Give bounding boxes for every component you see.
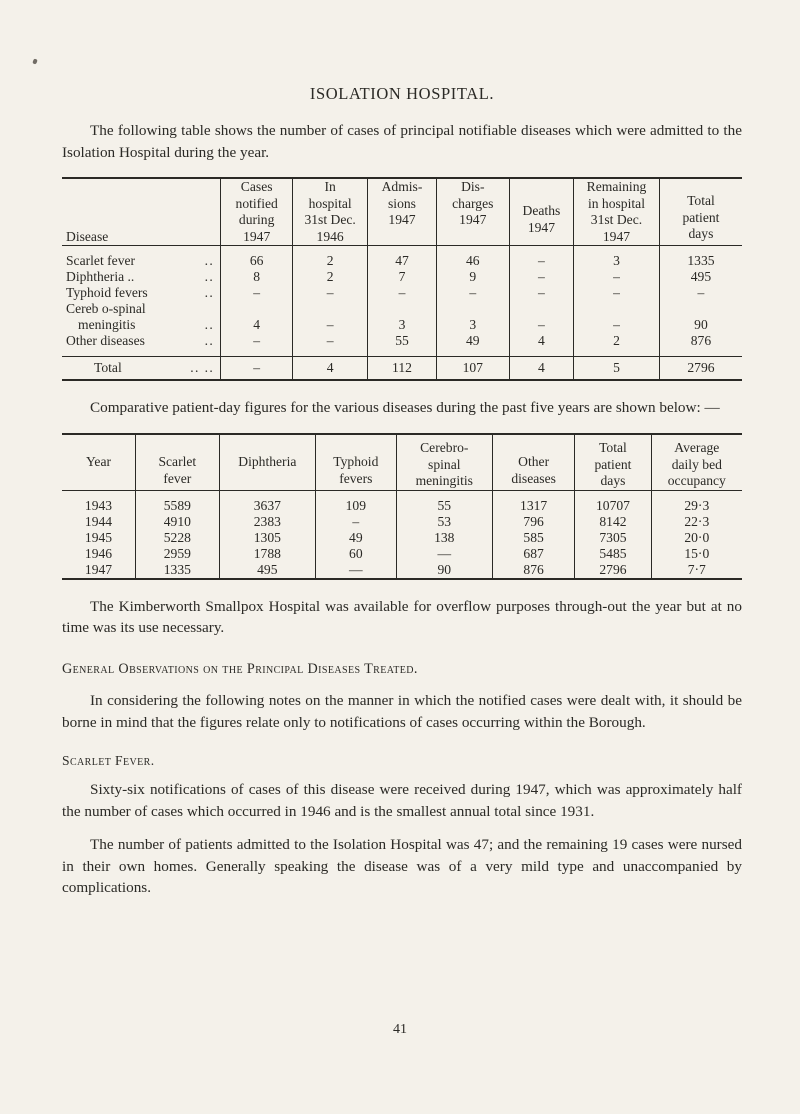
col-header-total-patient-days: Total patient days xyxy=(682,193,720,242)
total-discharges: 107 xyxy=(436,357,509,380)
cell-discharges: 46 xyxy=(436,253,509,269)
cell-deaths: 4 xyxy=(509,333,573,349)
cell-in-hospital: 2 xyxy=(293,253,368,269)
cell-typhoid: 49 xyxy=(316,530,397,546)
cell-deaths: – xyxy=(509,317,573,333)
cell-discharges xyxy=(436,301,509,317)
page-title: ISOLATION HOSPITAL. xyxy=(309,84,495,103)
cell-other: 1317 xyxy=(492,498,574,514)
table-bottom-rule xyxy=(62,579,742,580)
cell-notified: – xyxy=(221,285,293,301)
comparative-paragraph: Comparative patient-day figures for the various diseases during the past five years are shown below: — xyxy=(90,399,720,417)
cell-scarlet: 2959 xyxy=(136,546,220,562)
cell-remaining: – xyxy=(574,317,660,333)
cell-typhoid: – xyxy=(316,514,397,530)
col-header-cerebro-spinal-meningitis: Cerebro- spinal meningitis xyxy=(396,435,492,490)
cell-total-days: 876 xyxy=(690,333,712,349)
row-dots: .. xyxy=(204,285,215,301)
patient-days-table-body xyxy=(62,491,742,580)
row-total-label: Total .. .. xyxy=(62,357,221,380)
col-header-scarlet-fever: Scarlet fever xyxy=(136,435,220,490)
cell-total-days: 1335 xyxy=(687,253,715,269)
cell-admissions: – xyxy=(368,285,437,301)
table-row xyxy=(62,546,742,562)
row-disease: Other diseases .. xyxy=(62,333,221,349)
cell-notified: 66 xyxy=(221,253,293,269)
section-heading-general-observations: General Observations on the Principal Diseases Treated. xyxy=(62,660,418,677)
col-header-total-patient-days: Total patient days xyxy=(575,435,651,490)
cell-in-hospital: – xyxy=(293,317,368,333)
cell-discharges: 3 xyxy=(436,317,509,333)
row-dots: .. xyxy=(204,333,215,349)
cell-remaining: – xyxy=(574,285,660,301)
total-remaining: 5 xyxy=(574,357,660,380)
cell-notified: 8 xyxy=(221,269,293,285)
row-disease: meningitis .. xyxy=(62,317,221,333)
cell-remaining: 2 xyxy=(574,333,660,349)
cell-average: 15·0 xyxy=(684,545,710,561)
total-notified: – xyxy=(221,357,293,380)
cell-in-hospital: – xyxy=(293,333,368,349)
cell-total-days: 495 xyxy=(690,269,712,285)
cell-other: 585 xyxy=(492,530,574,546)
cell-year: 1947 xyxy=(62,562,136,579)
cell-admissions: 47 xyxy=(368,253,437,269)
cell-admissions: 3 xyxy=(368,317,437,333)
cell-scarlet: 4910 xyxy=(136,514,220,530)
row-disease: Scarlet fever .. xyxy=(62,253,221,269)
col-header-disease: Disease xyxy=(62,179,221,246)
cell-total: 2796 xyxy=(575,562,651,579)
cell-scarlet: 1335 xyxy=(136,562,220,579)
cell-cerebro: 138 xyxy=(396,530,492,546)
admissions-header-row xyxy=(62,179,742,246)
intro-paragraph: The following table shows the number of cases of principal notifiable diseases which were admitted to the Isolation Hospital during the year. xyxy=(62,122,742,161)
cell-remaining: 3 xyxy=(574,253,660,269)
cell-deaths: – xyxy=(509,269,573,285)
cell-deaths: – xyxy=(509,285,573,301)
cell-total: 5485 xyxy=(575,546,651,562)
cell-deaths: – xyxy=(509,253,573,269)
col-header-year: Year xyxy=(62,435,136,490)
patient-days-table-head xyxy=(62,434,742,491)
cell-diphtheria: 2383 xyxy=(219,514,315,530)
col-header-cases-notified: Cases notified during 1947 xyxy=(221,179,293,246)
cell-in-hospital: 2 xyxy=(293,269,368,285)
table-row xyxy=(62,253,742,269)
col-header-admissions: Admis- sions 1947 xyxy=(368,179,437,246)
page-content xyxy=(62,84,742,911)
cell-discharges: – xyxy=(436,285,509,301)
cell-cerebro: — xyxy=(396,546,492,562)
row-dots: .. xyxy=(204,317,215,333)
cell-year: 1946 xyxy=(62,546,136,562)
admissions-table-head xyxy=(62,178,742,246)
page-number: 41 xyxy=(393,1022,407,1037)
table-row xyxy=(62,530,742,546)
smallpox-paragraph: The Kimberworth Smallpox Hospital was available for overflow purposes through-out the year but at no time was its use necessary. xyxy=(62,597,742,637)
cell-year: 1943 xyxy=(62,498,136,514)
cell-notified xyxy=(221,301,293,317)
cell-typhoid: 60 xyxy=(316,546,397,562)
total-deaths: 4 xyxy=(509,357,573,380)
cell-notified: 4 xyxy=(221,317,293,333)
cell-total: 10707 xyxy=(575,498,651,514)
col-header-remaining: Remaining in hospital 31st Dec. 1947 xyxy=(574,179,660,246)
col-header-discharges: Dis- charges 1947 xyxy=(436,179,509,246)
cell-diphtheria: 3637 xyxy=(219,498,315,514)
cell-average: 22·3 xyxy=(684,513,710,529)
table-row xyxy=(62,333,742,349)
cell-in-hospital: – xyxy=(293,285,368,301)
paper-speck xyxy=(32,58,37,64)
row-disease: Diphtheria .. .. xyxy=(62,269,221,285)
cell-other: 687 xyxy=(492,546,574,562)
col-header-other-diseases: Other diseases xyxy=(492,435,574,490)
cell-total-days xyxy=(659,301,742,317)
cell-total-days: 90 xyxy=(694,317,708,333)
cell-average: 20·0 xyxy=(684,529,710,545)
cell-admissions xyxy=(368,301,437,317)
scarlet-fever-paragraph-1: Sixty-six notifications of cases of this disease were received during 1947, which was approximately half the number of cases which occurred in 1946 and is the smallest annual total since 1931. xyxy=(62,781,742,820)
cell-admissions: 7 xyxy=(368,269,437,285)
cell-discharges: 49 xyxy=(436,333,509,349)
cell-cerebro: 55 xyxy=(396,498,492,514)
cell-other: 796 xyxy=(492,514,574,530)
col-header-average-daily-bed-occupancy: Average daily bed occupancy xyxy=(667,440,726,489)
total-admissions: 112 xyxy=(368,357,437,380)
cell-notified: – xyxy=(221,333,293,349)
table-total-row xyxy=(62,357,742,380)
cell-scarlet: 5228 xyxy=(136,530,220,546)
cell-total: 8142 xyxy=(575,514,651,530)
row-dots: .. xyxy=(204,269,215,285)
spacer xyxy=(62,349,742,357)
table-bottom-rule xyxy=(62,380,742,381)
admissions-table-body xyxy=(62,246,742,381)
cell-average: 7·7 xyxy=(687,561,706,577)
section-heading-scarlet-fever: Scarlet Fever. xyxy=(62,753,155,769)
scarlet-fever-paragraph-2: The number of patients admitted to the Isolation Hospital was 47; and the remaining 19 cases were nursed in their own homes. Generally speaking the disease was of a very mild type and unaccompanied by complications. xyxy=(62,836,742,897)
patient-days-table-wrapper xyxy=(62,433,742,580)
col-header-in-hospital-1946: In hospital 31st Dec. 1946 xyxy=(293,179,368,246)
patient-days-table xyxy=(62,433,742,580)
cell-average: 29·3 xyxy=(684,497,710,513)
cell-diphtheria: 1305 xyxy=(219,530,315,546)
row-dots: .. .. xyxy=(190,360,215,376)
spacer xyxy=(62,491,742,498)
table-row xyxy=(62,514,742,530)
row-disease: Cereb o-spinal xyxy=(62,301,221,317)
table-row xyxy=(62,317,742,333)
cell-year: 1944 xyxy=(62,514,136,530)
admissions-table xyxy=(62,177,742,381)
table-row xyxy=(62,498,742,514)
row-dots: .. xyxy=(204,253,215,269)
cell-total: 7305 xyxy=(575,530,651,546)
cell-scarlet: 5589 xyxy=(136,498,220,514)
cell-deaths xyxy=(509,301,573,317)
col-header-typhoid-fevers: Typhoid fevers xyxy=(316,435,397,490)
cell-cerebro: 90 xyxy=(396,562,492,579)
admissions-table-wrapper xyxy=(62,177,742,381)
table-row xyxy=(62,301,742,317)
general-observations-paragraph: In considering the following notes on the manner in which the notified cases were dealt with, it should be borne in mind that the figures relate only to notifications of cases occurring within the Borough. xyxy=(62,691,742,731)
cell-typhoid: — xyxy=(316,562,397,579)
cell-in-hospital xyxy=(293,301,368,317)
total-in-hospital: 4 xyxy=(293,357,368,380)
cell-remaining: – xyxy=(574,269,660,285)
cell-remaining xyxy=(574,301,660,317)
cell-discharges: 9 xyxy=(436,269,509,285)
table-row xyxy=(62,269,742,285)
row-disease: Typhoid fevers .. xyxy=(62,285,221,301)
cell-total-days: – xyxy=(697,285,705,301)
table-row xyxy=(62,285,742,301)
cell-typhoid: 109 xyxy=(316,498,397,514)
table-row xyxy=(62,562,742,579)
cell-other: 876 xyxy=(492,562,574,579)
col-header-deaths: Deaths 1947 xyxy=(509,179,573,246)
cell-admissions: 55 xyxy=(368,333,437,349)
cell-diphtheria: 495 xyxy=(219,562,315,579)
total-patient-days: 2796 xyxy=(687,360,715,376)
cell-year: 1945 xyxy=(62,530,136,546)
patient-days-header-row xyxy=(62,435,742,490)
cell-cerebro: 53 xyxy=(396,514,492,530)
spacer xyxy=(62,246,742,253)
cell-diphtheria: 1788 xyxy=(219,546,315,562)
col-header-diphtheria: Diphtheria xyxy=(219,435,315,490)
